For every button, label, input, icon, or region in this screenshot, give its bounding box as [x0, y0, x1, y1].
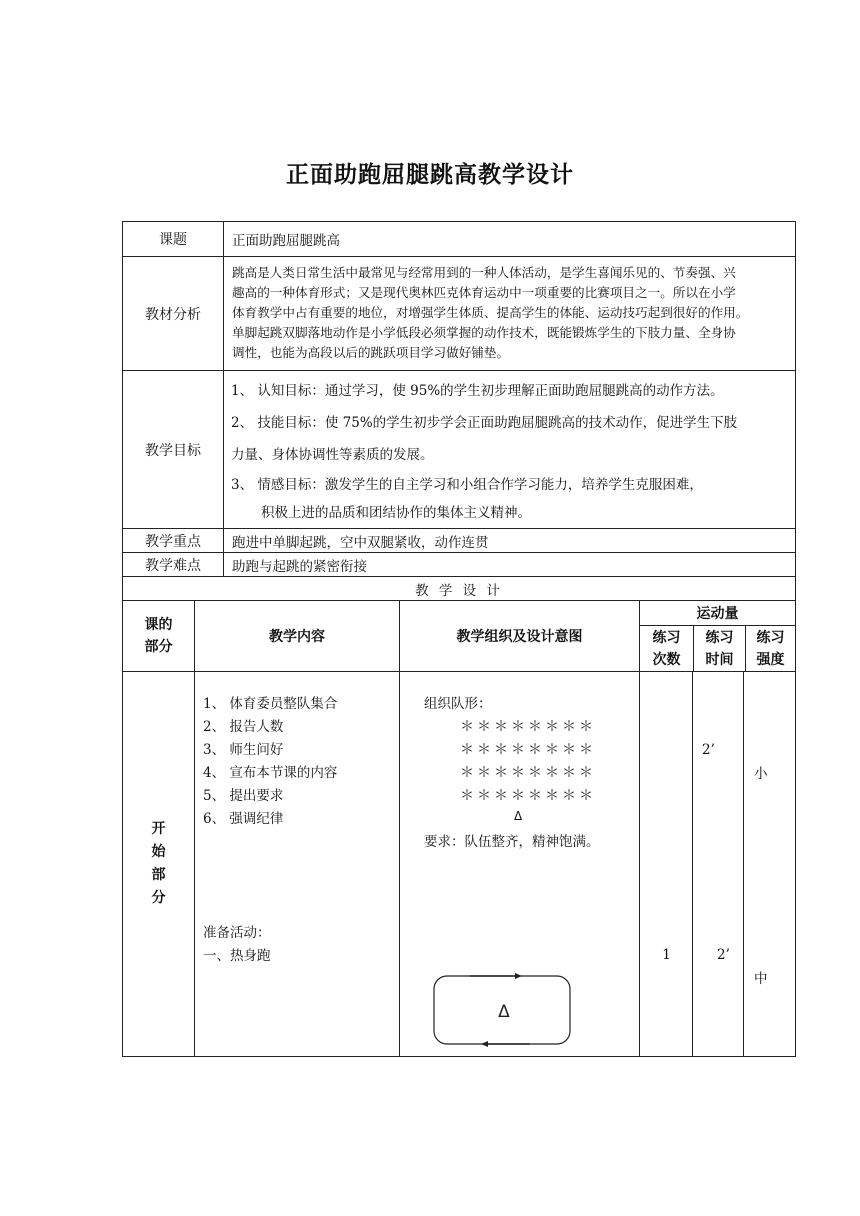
goal-line: 1、 认知目标：通过学习，使 95%的学生初步理解正面助跑屈腿跳高的动作方法。	[231, 383, 724, 399]
col-content-header: 教学内容	[195, 601, 400, 671]
content-item: 6、 强调纪律	[203, 811, 284, 827]
analysis-line: 单脚起跳双脚落地动作是小学低段必须掌握的动作技术，既能锻炼学生的下肢力量、全身协	[232, 325, 736, 340]
analysis-line: 趣高的一种体育形式；又是现代奥林匹克体育运动中一项重要的比赛项目之一。所以在小学	[232, 285, 736, 300]
col-intensity-line: 练习	[756, 630, 785, 646]
col-reps-header	[640, 626, 694, 672]
bottom-arrow-head	[481, 1041, 488, 1047]
key-point-value: 跑进中单脚起跳，空中双腿紧收，动作连贯	[232, 534, 489, 551]
section-org	[400, 672, 640, 1056]
goal-line: 2、 技能目标：使 75%的学生初步学会正面助跑屈腿跳高的技术动作，促进学生下肢	[231, 415, 738, 431]
col-part-line: 部分	[144, 639, 173, 655]
start-section-row	[123, 671, 795, 1056]
analysis-text	[224, 257, 795, 370]
prep-block	[203, 922, 271, 968]
top-arrow-head	[515, 973, 522, 979]
time-value: 2’	[717, 947, 730, 963]
topic-value: 正面助跑屈腿跳高	[232, 233, 340, 249]
key-point-label: 教学重点	[123, 529, 224, 552]
col-org-header: 教学组织及设计意图	[400, 601, 640, 671]
warmup-track-diagram	[430, 970, 576, 1052]
section-content	[195, 672, 400, 1056]
teacher-mark: Δ	[514, 809, 523, 823]
analysis-line: 体育教学中占有重要的地位，对增强学生体质、提高学生的体能、运动技巧起到很好的作用。	[232, 305, 749, 320]
col-reps-line: 练习	[652, 630, 681, 646]
difficulty-row	[123, 552, 795, 576]
goals-label: 教学目标	[123, 371, 224, 528]
lesson-plan-table	[122, 221, 796, 1057]
section-name-char: 部	[151, 867, 166, 883]
analysis-line: 跳高是人类日常生活中最常见与经常用到的一种人体活动，是学生喜闻乐见的、节奏强、兴	[232, 265, 736, 280]
col-intensity-header	[746, 626, 795, 672]
design-header: 教 学 设 计	[123, 576, 795, 600]
content-item: 2、 报告人数	[203, 719, 284, 735]
section-time	[693, 672, 744, 1056]
reps-value: 1	[662, 947, 671, 963]
document-title: 正面助跑屈腿跳高教学设计	[286, 162, 574, 188]
requirement-text: 要求：队伍整齐，精神饱满。	[424, 834, 600, 850]
intensity-value: 中	[754, 971, 768, 987]
col-time-header	[694, 626, 746, 672]
topic-row	[123, 222, 795, 256]
formation	[460, 716, 596, 808]
analysis-row	[123, 256, 795, 370]
topic-label: 课题	[123, 222, 224, 256]
col-time-line: 练习	[705, 630, 734, 646]
load-header: 运动量	[640, 601, 795, 626]
col-time-line: 时间	[705, 652, 734, 668]
goal-line: 力量、身体协调性等素质的发展。	[231, 447, 434, 463]
analysis-label: 教材分析	[123, 257, 224, 370]
content-item: 4、 宣布本节课的内容	[203, 765, 338, 781]
goal-line: 3、 情感目标：激发学生的自主学习和小组合作学习能力，培养学生克服困难，	[231, 477, 703, 493]
section-reps	[640, 672, 693, 1056]
goals-text	[224, 371, 795, 528]
prep-item: 一、热身跑	[203, 948, 271, 964]
formation-row: ＊＊＊＊＊＊＊＊	[460, 742, 596, 758]
time-value: 2’	[702, 742, 715, 758]
analysis-line: 调性，也能为高段以后的跳跃项目学习做好铺垫。	[232, 345, 510, 360]
col-part-header	[123, 601, 195, 671]
goals-row	[123, 370, 795, 528]
intensity-value: 小	[754, 766, 768, 782]
content-item: 5、 提出要求	[203, 788, 284, 804]
goal-line: 积极上进的品质和团结协作的集体主义精神。	[261, 505, 531, 521]
col-load-header	[640, 601, 795, 671]
track-teacher-mark: Δ	[498, 1002, 510, 1022]
section-name	[123, 672, 195, 1056]
section-name-char: 始	[151, 844, 166, 860]
formation-row: ＊＊＊＊＊＊＊＊	[460, 719, 596, 735]
content-item: 3、 师生问好	[203, 742, 284, 758]
org-title: 组织队形：	[424, 696, 492, 712]
section-name-char: 开	[151, 821, 166, 837]
col-intensity-line: 强度	[756, 652, 785, 668]
section-intensity	[744, 672, 795, 1056]
formation-row: ＊＊＊＊＊＊＊＊	[460, 765, 596, 781]
formation-row: ＊＊＊＊＊＊＊＊	[460, 788, 596, 804]
content-list	[203, 693, 337, 831]
section-name-char: 分	[151, 890, 166, 906]
content-item: 1、 体育委员整队集合	[203, 696, 338, 712]
prep-title: 准备活动：	[203, 925, 271, 941]
difficulty-value: 助跑与起跳的紧密衔接	[232, 558, 367, 575]
col-reps-line: 次数	[652, 652, 681, 668]
key-point-row	[123, 528, 795, 552]
difficulty-label: 教学难点	[123, 553, 224, 576]
column-header-row	[123, 600, 795, 671]
col-part-line: 课的	[144, 617, 173, 633]
